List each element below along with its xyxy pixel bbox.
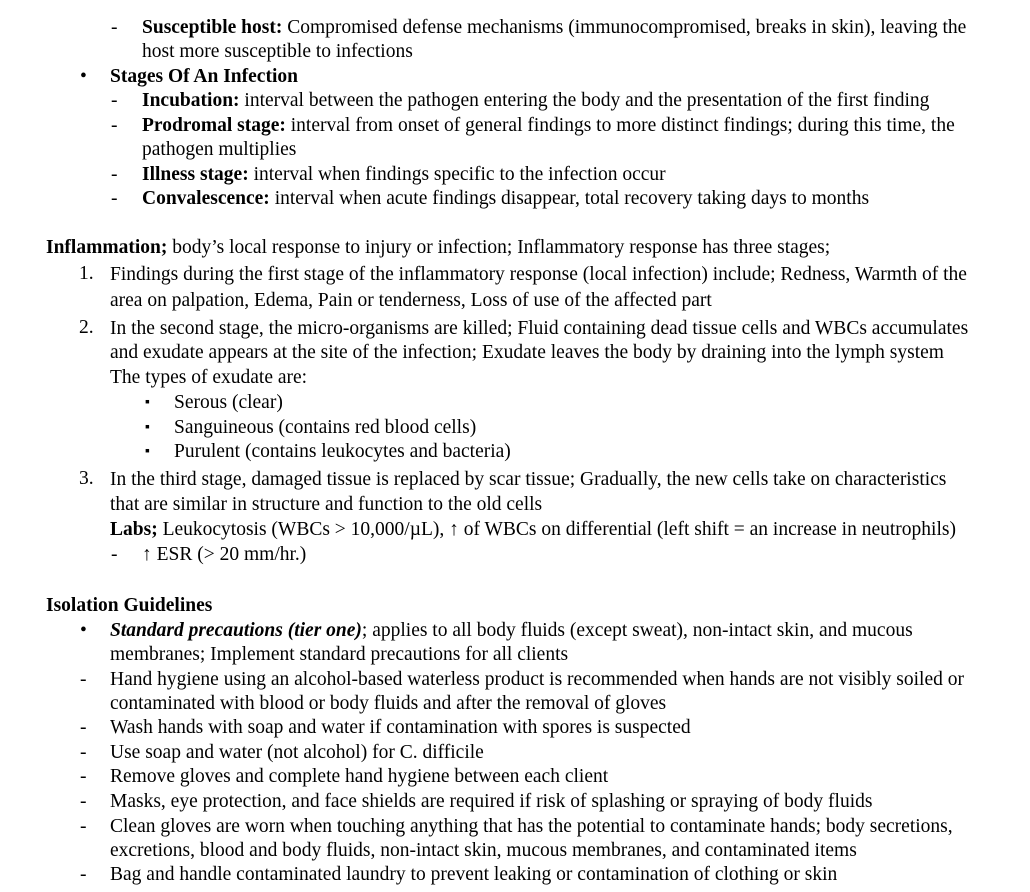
square-bullet: ▪ xyxy=(145,420,150,435)
list-number: 1. xyxy=(79,263,94,284)
dash-marker: - xyxy=(80,864,87,885)
text-line: and exudate appears at the site of the infection; Exudate leaves the body by draining into the lymph system xyxy=(110,342,944,363)
text: interval between the pathogen entering the body and the presentation of the first finding xyxy=(239,90,930,111)
list-number: 2. xyxy=(79,317,94,338)
text: body’s local response to injury or infection; Inflammatory response has three stages; xyxy=(167,237,831,258)
dash-marker: - xyxy=(111,188,118,209)
inflammation-intro xyxy=(46,236,830,260)
heading-text: Stages Of An Infection xyxy=(110,66,298,87)
text-line: excretions, blood and body fluids, non-intact skin, mucous membranes, and contaminated items xyxy=(110,840,857,861)
term-label: Prodromal stage: xyxy=(142,115,286,136)
text-line: contaminated with blood or body fluids and after the removal of gloves xyxy=(110,693,667,714)
dash-marker: - xyxy=(111,115,118,136)
stage-convalescence xyxy=(142,187,869,211)
stage-incubation xyxy=(142,89,929,113)
guideline-item: Remove gloves and complete hand hygiene between each client xyxy=(110,766,609,787)
dash-marker: - xyxy=(111,544,118,565)
term-label: Inflammation; xyxy=(46,237,168,258)
stage-prodromal xyxy=(142,114,955,138)
term-label: Incubation: xyxy=(142,90,240,111)
dash-marker: - xyxy=(80,791,87,812)
text: Compromised defense mechanisms (immunocompromised, breaks in skin), leaving the xyxy=(282,17,967,38)
text: Leukocytosis (WBCs > 10,000/µL), ↑ of WBCs on differential (left shift = an increase in neutrophils) xyxy=(157,519,956,540)
dash-marker: - xyxy=(111,17,118,38)
esr-line: ↑ ESR (> 20 mm/hr.) xyxy=(142,544,307,565)
text: interval when acute findings disappear, total recovery taking days to months xyxy=(269,188,870,209)
guideline-item: Clean gloves are worn when touching anything that has the potential to contaminate hands; body secretions, xyxy=(110,816,953,837)
guideline-item: Bag and handle contaminated laundry to prevent leaking or contamination of clothing or skin xyxy=(110,864,838,885)
guideline-item: Hand hygiene using an alcohol-based waterless product is recommended when hands are not visibly soiled or xyxy=(110,669,964,690)
dash-marker: - xyxy=(80,669,87,690)
dash-marker: - xyxy=(111,164,118,185)
bullet-marker: • xyxy=(80,66,87,87)
list-number: 3. xyxy=(79,468,94,489)
term-label: Illness stage: xyxy=(142,164,249,185)
labs-line xyxy=(110,518,956,542)
susceptible-host-line xyxy=(142,16,966,40)
text-line: host more susceptible to infections xyxy=(142,41,413,62)
text: ; applies to all body fluids (except sweat), non-intact skin, and mucous xyxy=(361,620,913,641)
dash-marker: - xyxy=(80,717,87,738)
inflammation-stage-3: In the third stage, damaged tissue is replaced by scar tissue; Gradually, the new cells take on characteristics xyxy=(110,469,947,490)
dash-marker: - xyxy=(80,766,87,787)
stage-illness xyxy=(142,163,666,187)
square-bullet: ▪ xyxy=(145,395,150,410)
inflammation-stage-1: Findings during the first stage of the inflammatory response (local infection) include; Redness, Warmth of the xyxy=(110,264,967,285)
text: interval from onset of general findings to more distinct findings; during this time, the xyxy=(285,115,955,136)
exudate-serous: Serous (clear) xyxy=(174,392,283,413)
text-line: pathogen multiplies xyxy=(142,139,297,160)
exudate-purulent: Purulent (contains leukocytes and bacteria) xyxy=(174,441,511,462)
inflammation-stage-2: In the second stage, the micro-organisms are killed; Fluid containing dead tissue cells and WBCs accumulates xyxy=(110,318,969,339)
square-bullet: ▪ xyxy=(145,444,150,459)
dash-marker: - xyxy=(80,816,87,837)
isolation-heading xyxy=(46,594,212,618)
text-line: that are similar in structure and function to the old cells xyxy=(110,494,543,515)
term-label: Labs; xyxy=(110,519,158,540)
guideline-item: Masks, eye protection, and face shields are required if risk of splashing or spraying of body fluids xyxy=(110,791,873,812)
exudate-sanguineous: Sanguineous (contains red blood cells) xyxy=(174,417,477,438)
dash-marker: - xyxy=(80,742,87,763)
text-line: area on palpation, Edema, Pain or tenderness, Loss of use of the affected part xyxy=(110,290,712,311)
term-label: Standard precautions (tier one) xyxy=(110,620,362,641)
standard-precautions xyxy=(110,619,913,643)
text-line: The types of exudate are: xyxy=(110,367,308,388)
text: interval when findings specific to the infection occur xyxy=(248,164,666,185)
heading-text: Isolation Guidelines xyxy=(46,595,213,616)
guideline-item: Wash hands with soap and water if contamination with spores is suspected xyxy=(110,717,691,738)
guideline-item: Use soap and water (not alcohol) for C. difficile xyxy=(110,742,484,763)
term-label: Convalescence: xyxy=(142,188,270,209)
dash-marker: - xyxy=(111,90,118,111)
bullet-marker: • xyxy=(80,620,87,641)
stages-heading xyxy=(110,65,298,89)
text-line: membranes; Implement standard precautions for all clients xyxy=(110,644,569,665)
term-label: Susceptible host: xyxy=(142,17,283,38)
